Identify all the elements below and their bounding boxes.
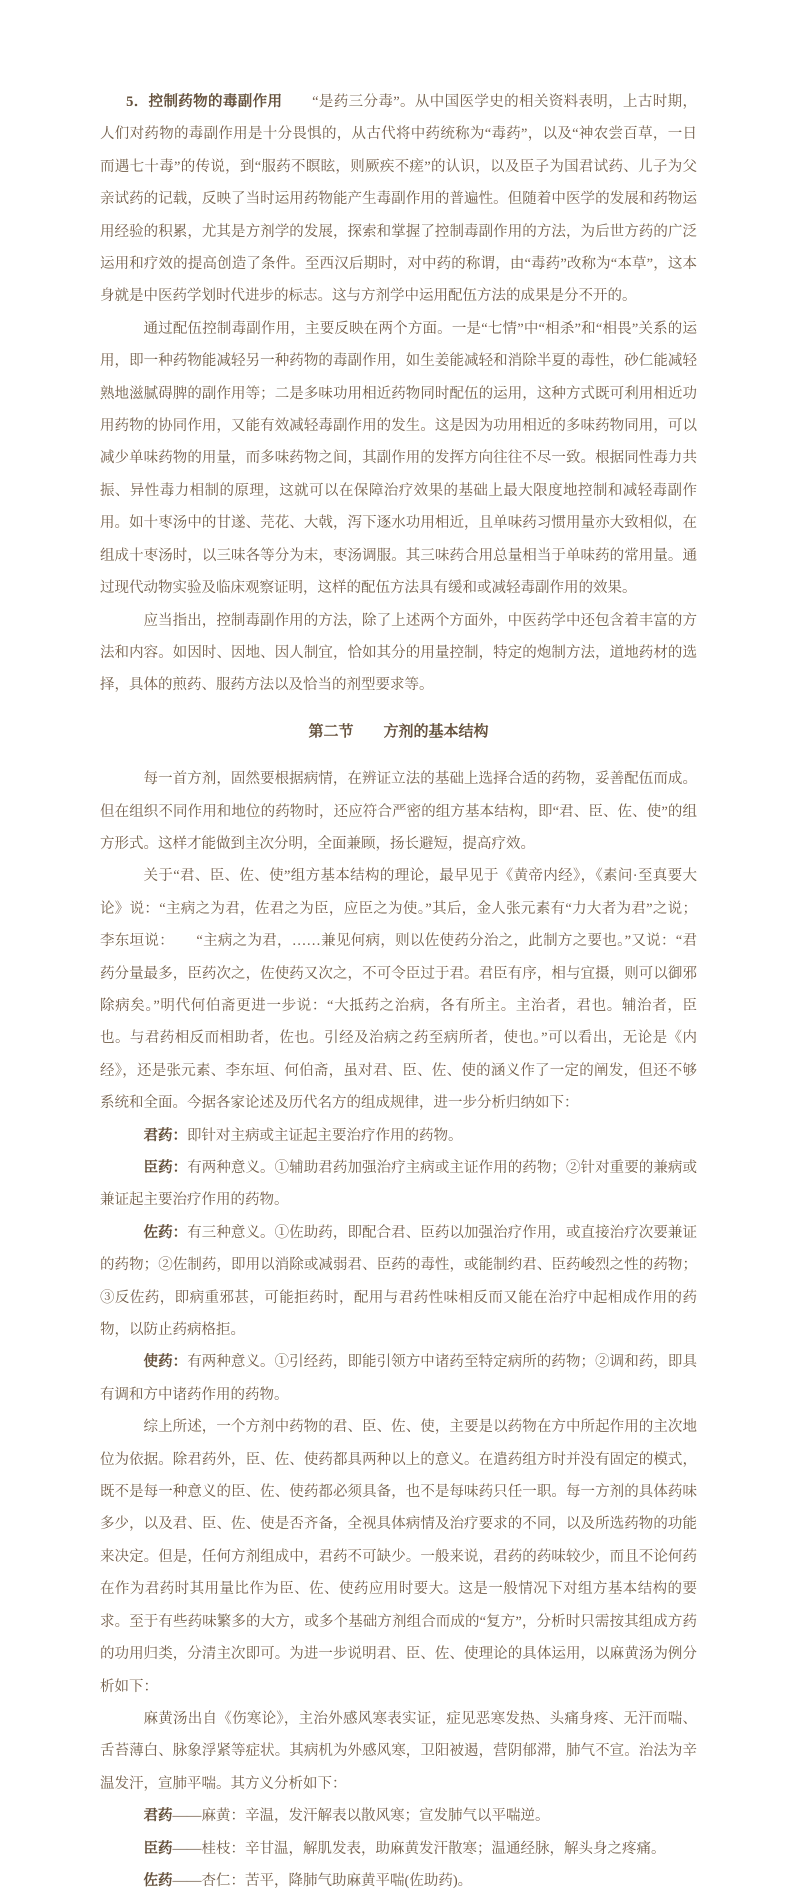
paragraph (100, 86, 697, 313)
document-body (100, 86, 697, 1897)
paragraph (100, 1411, 697, 1703)
paragraph-text: 有两种意义。①辅助君药加强治疗主病或主证作用的药物；②针对重要的兼病或兼证起主要治疗作用的药物。 (100, 1160, 697, 1209)
paragraph (100, 860, 697, 1119)
paragraph-text: 即针对主病或主证起主要治疗作用的药物。 (187, 1127, 463, 1144)
paragraph-lead: 5．控制药物的毒副作用 (126, 94, 283, 110)
paragraph (100, 1346, 697, 1411)
paragraph (100, 605, 697, 702)
paragraph (100, 1833, 697, 1865)
paragraph-lead: 使药： (143, 1354, 188, 1371)
paragraph-text: 通过配伍控制毒副作用，主要反映在两个方面。一是“七情”中“相杀”和“相畏”关系的运用，即一种药物能减轻另一种药物的毒副作用，如生姜能减轻和消除半夏的毒性，砂仁能减轻熟地滋腻碍脾的副作用等；二是多味功用相近药物同时配伍的运用，这种方式既可利用相近功用药物的协同作用，又能有效减轻毒副作用的发生。这是因为功用相近的多味药物同用，可以减少单味药物的用量，而多味药物之间，其副作用的发挥方向往往不尽一致。根据同性毒力共振、异性毒力相制的原理，这就可以在保障治疗效果的基础上最大限度地控制和减轻毒副作用。如十枣汤中的甘遂、芫花、大戟，泻下逐水功用相近，且单味药习惯用量亦大致相似，在组成十枣汤时，以三味各等分为末，枣汤调服。其三味药合用总量相当于单味药的常用量。通过现代动物实验及临床观察证明，这样的配伍方法具有缓和或减轻毒副作用的效果。 (100, 320, 697, 597)
paragraph-text: “是药三分毒”。从中国医学史的相关资料表明，上古时期，人们对药物的毒副作用是十分畏惧的，从古代将中药统称为“毒药”，以及“神农尝百草，一日而遇七十毒”的传说，到“服药不瞑眩，则厥疾不瘥”的认识，以及臣子为国君试药、儿子为父亲试药的记载，反映了当时运用药物能产生毒副作用的普遍性。但随着中医学的发展和药物运用经验的积累，尤其是方剂学的发展，探索和掌握了控制毒副作用的方法，为后世方药的广泛运用和疗效的提高创造了条件。至西汉后期时，对中药的称谓，由“毒药”改称为“本草”，这本身就是中医药学划时代进步的标志。这与方剂学中运用配伍方法的成果是分不开的。 (100, 94, 697, 305)
paragraph-lead: 佐药： (143, 1224, 188, 1241)
paragraph-lead: 臣药： (143, 1160, 188, 1176)
paragraph (100, 1703, 697, 1800)
paragraph-text: 有三种意义。①佐助药，即配合君、臣药以加强治疗作用，或直接治疗次要兼证的药物；②佐制药，即用以消除或减弱君、臣药的毒性，或能制约君、臣药峻烈之性的药物；③反佐药，即病重邪甚，可能拒药时，配用与君药性味相反而又能在治疗中起相成作用的药物，以防止药病格拒。 (100, 1224, 697, 1339)
paragraph-text: ——麻黄：辛温，发汗解表以散风寒；宣发肺气以平喘逆。 (172, 1808, 550, 1825)
paragraph (100, 763, 697, 860)
paragraph (100, 1152, 697, 1217)
paragraph-text: 每一首方剂，固然要根据病情，在辨证立法的基础上选择合适的药物，妥善配伍而成。但在组织不同作用和地位的药物时，还应符合严密的组方基本结构，即“君、臣、佐、使”的组方形式。这样才能做到主次分明，全面兼顾，扬长避短，提高疗效。 (100, 771, 697, 852)
paragraph-text: ——桂枝：辛甘温，解肌发表，助麻黄发汗散寒；温通经脉，解头身之疼痛。 (172, 1840, 666, 1857)
paragraph (100, 1800, 697, 1832)
paragraph-lead: 君药： (143, 1127, 187, 1144)
paragraph (100, 1865, 697, 1897)
paragraph-text: ——杏仁：苦平，降肺气助麻黄平喘(佐助药)。 (172, 1872, 473, 1889)
section-heading: 第二节 方剂的基本结构 (308, 723, 489, 740)
paragraph-lead: 臣药 (143, 1840, 173, 1857)
paragraph (100, 1120, 697, 1152)
paragraph-lead: 君药 (143, 1808, 173, 1825)
paragraph-lead: 佐药 (143, 1872, 173, 1889)
paragraph-text: 应当指出，控制毒副作用的方法，除了上述两个方面外，中医药学中还包含着丰富的方法和内容。如因时、因地、因人制宜，恰如其分的用量控制，特定的炮制方法，道地药材的选择，具体的煎药、服药方法以及恰当的剂型要求等。 (100, 612, 697, 694)
paragraph (100, 313, 697, 605)
paragraph (100, 1217, 697, 1347)
paragraph-text: 麻黄汤出自《伤寒论》，主治外感风寒表实证，症见恶寒发热、头痛身疼、无汗而喘、舌苔薄白、脉象浮紧等症状。其病机为外感风寒，卫阳被遏，营阴郁滞，肺气不宣。治法为辛温发汗，宣肺平喘。其方义分析如下： (100, 1710, 697, 1792)
paragraph-text: 关于“君、臣、佐、使”组方基本结构的理论，最早见于《黄帝内经》，《素问·至真要大论》说：“主病之为君，佐君之为臣，应臣之为使。”其后，金人张元素有“力大者为君”之说；李东垣说： “主病之为君，……兼见何病，则以佐使药分治之，此制方之要也。”又说：“君药分量最多，臣药次之，佐使药又次之，不可令臣过于君。君臣有序，相与宜摄，则可以御邪除病矣。”明代何伯斋更进一步说：“大抵药之治病，各有所主。主治者，君也。辅治者，臣也。与君药相反而相助者，佐也。引经及治病之药至病所者，使也。”可以看出，无论是《内经》，还是张元素、李东垣、何伯斋，虽对君、臣、佐、使的涵义作了一定的阐发，但还不够系统和全面。今据各家论述及历代名方的组成规律，进一步分析归纳如下： (100, 868, 697, 1112)
paragraph-text: 有两种意义。①引经药，即能引领方中诸药至特定病所的药物；②调和药，即具有调和方中诸药作用的药物。 (100, 1354, 697, 1403)
paragraph-text: 综上所述，一个方剂中药物的君、臣、佐、使，主要是以药物在方中所起作用的主次地位为依据。除君药外，臣、佐、使药都具两种以上的意义。在遣药组方时并没有固定的模式，既不是每一种意义的臣、佐、使药都必须具备，也不是每味药只任一职。每一方剂的具体药味多少，以及君、臣、佐、使是否齐备，全视具体病情及治疗要求的不同，以及所选药物的功能来决定。但是，任何方剂组成中，君药不可缺少。一般来说，君药的药味较少，而且不论何药在作为君药时其用量比作为臣、佐、使药应用时要大。这是一般情况下对组方基本结构的要求。至于有些药味繁多的大方，或多个基础方剂组合而成的“复方”，分析时只需按其组成方药的功用归类，分清主次即可。为进一步说明君、臣、佐、使理论的具体运用，以麻黄汤为例分析如下： (100, 1419, 697, 1695)
